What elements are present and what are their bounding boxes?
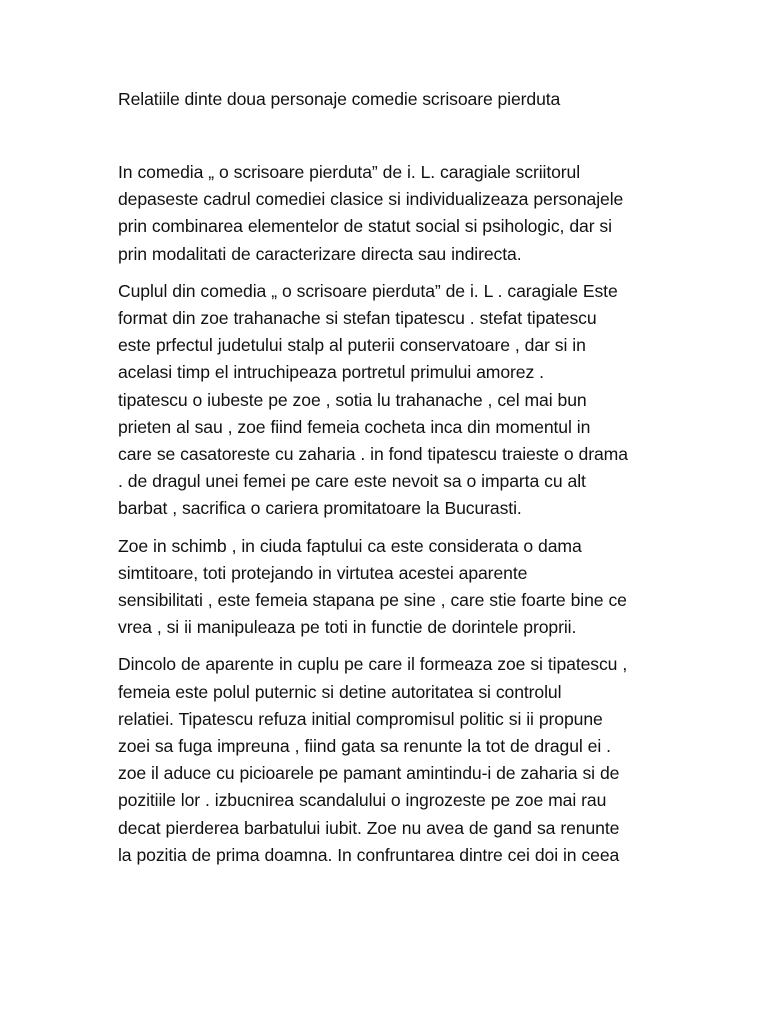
paragraph-line: simtitoare, toti protejando in virtutea acestei aparente — [118, 562, 528, 583]
paragraph-line: la pozitia de prima doamna. In confruntarea dintre cei doi in ceea — [118, 844, 620, 865]
document-title: Relatiile dinte doua personaje comedie scrisoare pierduta — [118, 89, 561, 109]
paragraph-line: este prfectul judetului stalp al puterii conservatoare , dar si in — [118, 335, 586, 356]
paragraph-line: tipatescu o iubeste pe zoe , sotia lu trahanache , cel mai bun — [118, 389, 587, 410]
paragraph-line: In comedia „ o scrisoare pierduta” de i. L. caragiale scriitorul — [118, 162, 581, 182]
paragraph-line: format din zoe trahanache si stefan tipatescu . stefat tipatescu — [118, 308, 597, 329]
paragraph-line: Dincolo de aparente in cuplu pe care il formeaza zoe si tipatescu , — [118, 654, 628, 675]
paragraph — [118, 159, 658, 268]
paragraph-line: prin combinarea elementelor de statut social si psihologic, dar si — [118, 216, 612, 237]
paragraph-line: depaseste cadrul comediei clasice si individualizeaza personajele — [118, 189, 624, 210]
paragraph-line: barbat , sacrifica o cariera promitatoare la Bucurasti. — [118, 498, 522, 519]
paragraph-line: acelasi timp el intruchipeaza portretul primului amorez . — [118, 362, 544, 383]
paragraph-line: zoe il aduce cu picioarele pe pamant amintindu-i de zaharia si de — [118, 763, 620, 784]
paragraph-line: decat pierderea barbatului iubit. Zoe nu avea de gand sa renunte — [118, 817, 620, 838]
paragraph — [118, 651, 658, 869]
paragraph-line: sensibilitati , este femeia stapana pe sine , care stie foarte bine ce — [118, 590, 627, 611]
paragraph-line: Cuplul din comedia „ o scrisoare pierduta” de i. L . caragiale Este — [118, 280, 618, 301]
paragraph-line: pozitiile lor . izbucnirea scandalului o ingrozeste pe zoe mai rau — [118, 790, 607, 811]
paragraph-line: femeia este polul puternic si detine autoritatea si controlul — [118, 681, 562, 702]
paragraph-line: prieten al sau , zoe fiind femeia cocheta inca din momentul in — [118, 416, 591, 437]
paragraph-line: . de dragul unei femei pe care este nevoit sa o imparta cu alt — [118, 471, 586, 492]
paragraph — [118, 533, 658, 642]
paragraph-line: zoei sa fuga impreuna , fiind gata sa renunte la tot de dragul ei . — [118, 736, 611, 757]
paragraph-line: care se casatoreste cu zaharia . in fond tipatescu traieste o drama — [118, 444, 628, 465]
paragraph-line: relatiei. Tipatescu refuza initial compromisul politic si ii propune — [118, 708, 603, 729]
document-body — [118, 86, 658, 879]
paragraph-list — [118, 159, 658, 869]
paragraph-line: vrea , si ii manipuleaza pe toti in functie de dorintele proprii. — [118, 617, 577, 638]
paragraph-line: Zoe in schimb , in ciuda faptului ca este considerata o dama — [118, 535, 582, 556]
paragraph — [118, 278, 658, 523]
paragraph-line: prin modalitati de caracterizare directa sau indirecta. — [118, 243, 522, 264]
